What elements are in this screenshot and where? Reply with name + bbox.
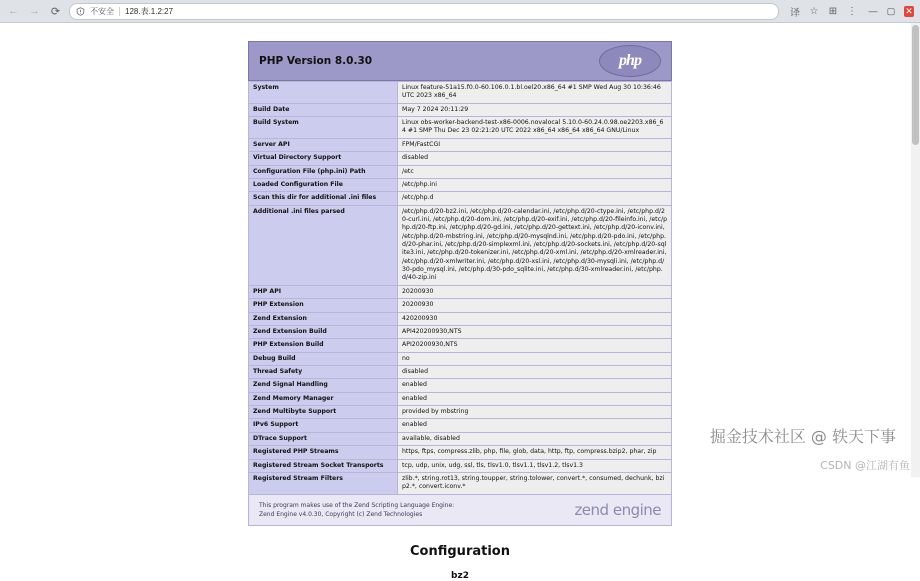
table-row [249, 205, 672, 285]
table-cell-key: PHP API [249, 285, 398, 298]
table-cell-key: PHP Extension Build [249, 339, 398, 352]
table-cell-key: Build Date [249, 103, 398, 116]
table-row [249, 419, 672, 432]
omnibox-divider [119, 7, 120, 16]
php-logo-icon [599, 45, 661, 77]
address-bar[interactable] [69, 3, 779, 20]
security-label: 不安全 [90, 6, 114, 16]
scrollbar-thumb[interactable] [912, 25, 919, 145]
table-cell-key: Additional .ini files parsed [249, 205, 398, 285]
not-secure-icon [76, 7, 85, 16]
table-row [249, 138, 672, 151]
table-cell-value: tcp, udp, unix, udg, ssl, tls, tlsv1.0, tlsv1.1, tlsv1.2, tlsv1.3 [398, 459, 672, 472]
configuration-heading: Configuration [410, 543, 510, 559]
table-cell-value: available, disabled [398, 432, 672, 445]
toolbar-icons [785, 5, 858, 17]
table-row [249, 312, 672, 325]
table-cell-key: Configuration File (php.ini) Path [249, 165, 398, 178]
table-cell-key: Virtual Directory Support [249, 152, 398, 165]
menu-icon[interactable]: ⋮ [847, 5, 857, 17]
table-row [249, 446, 672, 459]
phpinfo-page [248, 41, 672, 581]
configuration-module-name: bz2 [451, 570, 469, 581]
table-row [249, 82, 672, 104]
table-cell-value: zlib.*, string.rot13, string.toupper, string.tolower, convert.*, consumed, dechunk, bzip2.*, convert.iconv.* [398, 472, 672, 494]
table-cell-value: 20200930 [398, 299, 672, 312]
table-cell-key: System [249, 82, 398, 104]
table-row [249, 392, 672, 405]
table-row [249, 178, 672, 191]
table-cell-value: disabled [398, 365, 672, 378]
table-cell-value: provided by mbstring [398, 406, 672, 419]
table-row [249, 352, 672, 365]
page-viewport [0, 23, 920, 581]
zend-notice [259, 501, 454, 519]
table-row [249, 192, 672, 205]
table-cell-value: API20200930,NTS [398, 339, 672, 352]
table-cell-key: IPv6 Support [249, 419, 398, 432]
minimize-button[interactable]: — [868, 6, 878, 16]
watermark-sub: CSDN @江湖有鱼 [820, 459, 910, 472]
table-cell-key: Zend Signal Handling [249, 379, 398, 392]
phpinfo-table [248, 81, 672, 495]
table-cell-value: Linux obs-worker-backend-test-x86-0006.novalocal 5.10.0-60.24.0.98.oe2203.x86_64 #1 SMP Thu Dec 23 02:21:20 UTC 2022 x86_64 x86_64 x86_64 GNU/Linux [398, 117, 672, 139]
table-cell-key: Registered PHP Streams [249, 446, 398, 459]
table-cell-key: Debug Build [249, 352, 398, 365]
table-cell-key: Registered Stream Filters [249, 472, 398, 494]
table-cell-value: /etc/php.d [398, 192, 672, 205]
table-cell-key: PHP Extension [249, 299, 398, 312]
table-cell-value: /etc [398, 165, 672, 178]
table-cell-value: https, ftps, compress.zlib, php, file, glob, data, http, ftp, compress.bzip2, phar, zip [398, 446, 672, 459]
table-row [249, 117, 672, 139]
table-cell-value: 420200930 [398, 312, 672, 325]
page-scrollbar[interactable] [911, 23, 920, 477]
zend-notice-line1: This program makes use of the Zend Scripting Language Engine: [259, 501, 455, 509]
table-row [249, 103, 672, 116]
table-row [249, 432, 672, 445]
table-cell-key: Server API [249, 138, 398, 151]
php-logo-text: php [619, 52, 641, 69]
table-cell-key: Zend Extension Build [249, 325, 398, 338]
table-row [249, 365, 672, 378]
table-row [249, 472, 672, 494]
table-cell-key: Build System [249, 117, 398, 139]
browser-toolbar [0, 0, 920, 23]
table-row [249, 285, 672, 298]
table-cell-key: Thread Safety [249, 365, 398, 378]
table-row [249, 406, 672, 419]
table-cell-key: DTrace Support [249, 432, 398, 445]
url-text[interactable]: 128.表.1.2:27 [125, 6, 174, 16]
zend-notice-line2: Zend Engine v4.0.30, Copyright (c) Zend Technologies [259, 510, 423, 518]
table-cell-value: /etc/php.ini [398, 178, 672, 191]
reload-icon[interactable]: ⟳ [50, 5, 61, 18]
extensions-icon[interactable]: ⊞ [828, 5, 838, 17]
zend-engine-logo: zend engine [574, 500, 661, 519]
table-row [249, 339, 672, 352]
forward-icon[interactable]: → [29, 5, 40, 17]
table-row [249, 325, 672, 338]
php-version-title: PHP Version 8.0.30 [259, 55, 373, 67]
table-cell-key: Zend Multibyte Support [249, 406, 398, 419]
watermark-main: 掘金技术社区 @ 轶天下事 [709, 427, 896, 446]
table-cell-key: Scan this dir for additional .ini files [249, 192, 398, 205]
table-row [249, 152, 672, 165]
table-cell-key: Loaded Configuration File [249, 178, 398, 191]
zend-engine-band [248, 495, 672, 526]
table-cell-key: Zend Extension [249, 312, 398, 325]
table-cell-value: no [398, 352, 672, 365]
table-cell-key: Zend Memory Manager [249, 392, 398, 405]
table-cell-value: FPM/FastCGI [398, 138, 672, 151]
phpinfo-header [248, 41, 672, 81]
table-cell-value: Linux feature-51a15.f0.0-60.106.0.1.bl.oel20.x86_64 #1 SMP Wed Aug 30 10:36:46 UTC 2023 x86_64 [398, 82, 672, 104]
table-cell-value: 20200930 [398, 285, 672, 298]
table-row [249, 165, 672, 178]
table-cell-value: May 7 2024 20:11:29 [398, 103, 672, 116]
maximize-button[interactable]: ▢ [886, 5, 896, 16]
close-button[interactable]: ✕ [905, 5, 913, 16]
translate-icon[interactable]: 译 [790, 7, 800, 19]
table-row [249, 299, 672, 312]
table-cell-value: /etc/php.d/20-bz2.ini, /etc/php.d/20-calendar.ini, /etc/php.d/20-ctype.ini, /etc/php.d/20-curl.ini, /etc/php.d/20-dom.ini, /etc/php.d/20-exif.ini, /etc/php.d/20-fileinfo.ini, /etc/php.d/20-ftp.ini, /etc/php.d/20-gd.ini, /etc/php.d/20-gettext.ini, /etc/php.d/20-iconv.ini, /etc/php.d/20-mbstring.ini, /etc/php.d/20-mysqlnd.ini, /etc/php.d/20-pdo.ini, /etc/php.d/20-phar.ini, /etc/php.d/20-simplexml.ini, /etc/php.d/20-sockets.ini, /etc/php.d/20-sqlite3.ini, /etc/php.d/20-tokenizer.ini, /etc/php.d/20-xml.ini, /etc/php.d/20-xmlreader.ini, /etc/php.d/20-xmlwriter.ini, /etc/php.d/20-xsl.ini, /etc/php.d/30-mysqli.ini, /etc/php.d/30-pdo_mysql.ini, /etc/php.d/30-pdo_sqlite.ini, /etc/php.d/30-xmlreader.ini, /etc/php.d/40-zip.ini [398, 205, 672, 285]
table-cell-value: disabled [398, 152, 672, 165]
table-cell-value: API420200930,NTS [398, 325, 672, 338]
table-cell-value: enabled [398, 419, 672, 432]
back-icon[interactable]: ← [8, 5, 19, 17]
table-row [249, 459, 672, 472]
table-row [249, 379, 672, 392]
bookmark-star-icon[interactable]: ☆ [809, 5, 819, 17]
table-cell-key: Registered Stream Socket Transports [249, 459, 398, 472]
table-cell-value: enabled [398, 392, 672, 405]
window-controls [868, 6, 914, 17]
table-cell-value: enabled [398, 379, 672, 392]
